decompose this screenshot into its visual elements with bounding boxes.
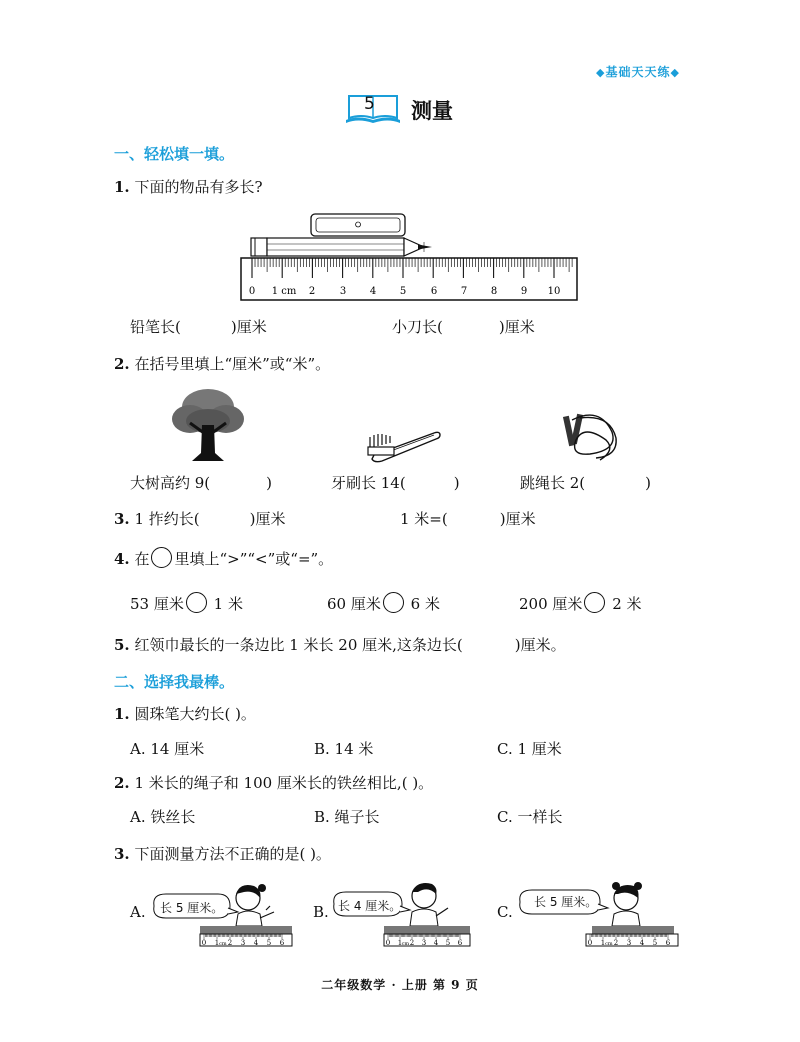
mini-ruler-label: 2 (613, 939, 619, 947)
option-2-2-a[interactable]: A. 铁丝长 (130, 808, 196, 826)
option-2-3-b[interactable]: B. (313, 903, 329, 921)
tree-answer[interactable]: 大树高约 9( ) (130, 474, 273, 492)
mini-ruler-label: 2 (409, 939, 415, 947)
option-2-1-b[interactable]: B. 14 米 (314, 740, 374, 758)
option-2-1-c[interactable]: C. 1 厘米 (497, 740, 562, 758)
pencil-answer[interactable]: 铅笔长( )厘米 (130, 318, 267, 336)
jump-rope-answer[interactable]: 跳绳长 2( ) (520, 474, 652, 492)
mini-ruler-label: 4 (639, 939, 645, 947)
ruler-label-3: 3 (339, 286, 347, 297)
mini-ruler-label: 0 (587, 939, 593, 947)
option-2-1-a[interactable]: A. 14 厘米 (130, 740, 205, 758)
mini-ruler-label: 3 (626, 939, 632, 947)
question-1-3[interactable]: 3. 1 拃约长( )厘米 (114, 510, 286, 528)
compare-circle-icon (151, 547, 172, 568)
jump-rope-image (560, 410, 622, 466)
question-1-1: 1. 下面的物品有多长? (114, 178, 263, 196)
mini-ruler-label: 1 (600, 939, 606, 947)
ruler-label-4: 4 (369, 286, 377, 297)
mini-ruler-label: cm (605, 941, 613, 947)
ruler-label-9: 9 (520, 286, 528, 297)
ruler-label-8: 8 (490, 286, 498, 297)
question-1-2: 2. 在括号里填上“厘米”或“米”。 (114, 355, 331, 373)
option-2-2-b[interactable]: B. 绳子长 (314, 808, 380, 826)
mini-ruler-label: 1 (214, 939, 220, 947)
mini-ruler-label: 3 (421, 939, 427, 947)
compare-item-1[interactable]: 53 厘米 1 米 (130, 592, 243, 614)
ruler-label-5: 5 (399, 286, 407, 297)
option-2-2-c[interactable]: C. 一样长 (497, 808, 563, 826)
compare-item-2[interactable]: 60 厘米 6 米 (327, 592, 440, 614)
question-2-1: 1. 圆珠笔大约长( )。 (114, 705, 256, 723)
mini-ruler-label: 6 (457, 939, 463, 947)
practice-badge: ◆基础天天练◆ (596, 65, 680, 79)
ruler-label-10: 10 (547, 286, 561, 297)
mini-ruler-label: 5 (266, 939, 272, 947)
question-1-5[interactable]: 5. 红领巾最长的一条边比 1 米长 20 厘米,这条边长( )厘米。 (114, 636, 566, 654)
section-heading-1: 一、轻松填一填。 (114, 145, 235, 163)
ruler-measure-figure (240, 212, 580, 302)
ruler-label-6: 6 (430, 286, 438, 297)
mini-ruler-label: cm (219, 941, 227, 947)
mini-ruler-label: 2 (227, 939, 233, 947)
mini-ruler-label: cm (401, 941, 410, 947)
question-2-3: 3. 下面测量方法不正确的是( )。 (114, 845, 331, 863)
measure-scene-c (516, 876, 686, 948)
mini-ruler-label: 6 (279, 939, 285, 947)
page-footer: 二年级数学 · 上册 第 9 页 (321, 978, 479, 992)
knife-answer[interactable]: 小刀长( )厘米 (392, 318, 535, 336)
mini-ruler-label: 4 (253, 939, 259, 947)
mini-ruler-label: 3 (240, 939, 246, 947)
speech-b: 长 4 厘米。 (338, 899, 402, 913)
ruler-label-1: 1 cm (271, 286, 297, 297)
option-2-3-c[interactable]: C. (497, 903, 513, 921)
option-2-3-a[interactable]: A. (130, 903, 146, 921)
page-title: 测量 (411, 99, 453, 123)
mini-ruler-label: 5 (652, 939, 658, 947)
mini-ruler-label: 1 (397, 939, 403, 947)
section-heading-2: 二、选择我最棒。 (114, 673, 235, 691)
mini-ruler-label: 6 (665, 939, 671, 947)
speech-a: 长 5 厘米。 (160, 901, 224, 915)
speech-c: 长 5 厘米。 (534, 895, 598, 909)
tree-image (168, 385, 248, 465)
toothbrush-image (360, 425, 442, 465)
mini-ruler-label: 0 (385, 939, 391, 947)
mini-ruler-label: 0 (201, 939, 207, 947)
question-1-4: 4. 在 里填上“>”“<”或“=”。 (114, 547, 333, 569)
ruler-label-2: 2 (308, 286, 316, 297)
mini-ruler-label: 4 (433, 939, 439, 947)
compare-item-3[interactable]: 200 厘米 2 米 (519, 592, 642, 614)
ruler-label-7: 7 (460, 286, 468, 297)
toothbrush-answer[interactable]: 牙刷长 14( ) (331, 474, 460, 492)
question-2-2: 2. 1 米长的绳子和 100 厘米长的铁丝相比,( )。 (114, 774, 434, 792)
meter-to-cm-answer[interactable]: 1 米=( )厘米 (400, 510, 536, 528)
ruler-label-0: 0 (248, 286, 256, 297)
mini-ruler-label: 5 (445, 939, 451, 947)
lesson-number: 5 (364, 94, 375, 114)
